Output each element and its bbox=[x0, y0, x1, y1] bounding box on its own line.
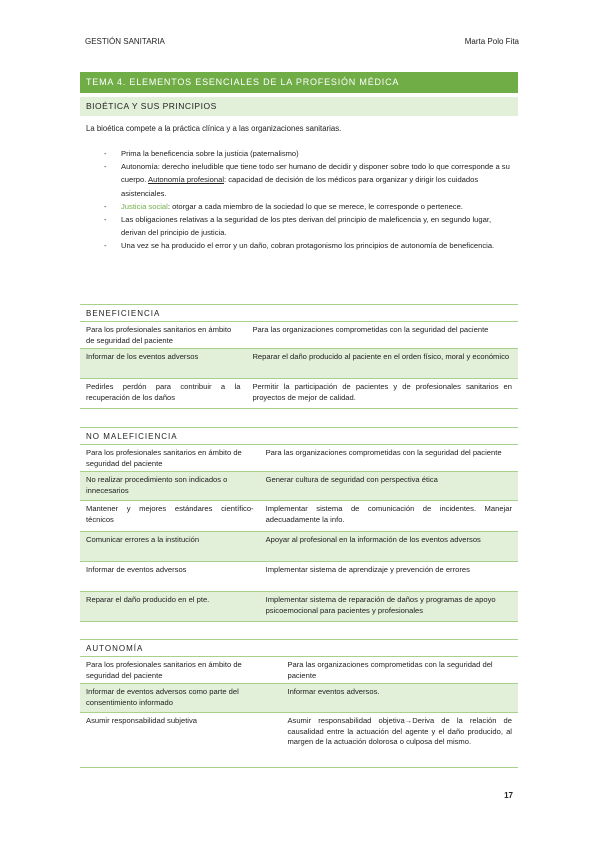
column-header: Para las organizaciones comprometidas con la seguridad del paciente bbox=[246, 322, 518, 349]
table-row bbox=[80, 713, 518, 768]
table-cell: Mantener y mejores estándares científico-técnicos bbox=[80, 501, 260, 532]
beneficencia-section bbox=[80, 304, 518, 409]
column-header: Para los profesionales sanitarios en ámbito de seguridad del paciente bbox=[80, 657, 281, 684]
table-cell: Reparar el daño producido al paciente en el orden físico, moral y económico bbox=[246, 349, 518, 379]
header-right: Marta Polo Fita bbox=[464, 37, 519, 46]
section-heading: BENEFICIENCIA bbox=[80, 305, 518, 322]
table-cell: Informar de los eventos adversos bbox=[80, 349, 246, 379]
table-cell: Asumir responsabilidad subjetiva bbox=[80, 713, 281, 768]
table-header-row bbox=[80, 657, 518, 684]
highlighted-term: Justicia social bbox=[121, 201, 168, 211]
table-cell: Permitir la participación de pacientes y de profesionales sanitarios en proyectos de mejor de calidad. bbox=[246, 379, 518, 409]
table-cell: Informar de eventos adversos bbox=[80, 562, 260, 592]
table-header-row bbox=[80, 322, 518, 349]
table-row bbox=[80, 379, 518, 409]
nomaleficencia-table bbox=[80, 445, 518, 622]
table-row bbox=[80, 532, 518, 562]
section-heading: NO MALEFICIENCIA bbox=[80, 428, 518, 445]
section-title: BIOÉTICA Y SUS PRINCIPIOS bbox=[80, 97, 518, 116]
autonomia-section bbox=[80, 639, 518, 768]
column-header: Para las organizaciones comprometidas con la seguridad del paciente bbox=[281, 657, 518, 684]
bullet-text: Prima la beneficencia sobre la justicia (paternalismo) bbox=[121, 149, 299, 158]
list-item bbox=[96, 213, 516, 239]
list-item bbox=[96, 160, 516, 200]
column-header: Para los profesionales sanitarios en ámbito de seguridad del paciente bbox=[80, 445, 260, 472]
list-item bbox=[96, 239, 516, 252]
underlined-term: Autonomía profesional bbox=[148, 175, 225, 185]
column-header: Para los profesionales sanitarios en ámbito de seguridad del paciente bbox=[80, 322, 246, 349]
table-cell: Comunicar errores a la institución bbox=[80, 532, 260, 562]
table-row bbox=[80, 592, 518, 622]
table-cell: Reparar el daño producido en el pte. bbox=[80, 592, 260, 622]
bullet-text: Una vez se ha producido el error y un daño, cobran protagonismo los principios de autonomía de beneficencia. bbox=[121, 241, 495, 251]
table-row bbox=[80, 501, 518, 532]
table-cell: Apoyar al profesional en la información de los eventos adversos bbox=[260, 532, 518, 562]
header-left: GESTIÓN SANITARIA bbox=[85, 37, 165, 46]
autonomia-table bbox=[80, 657, 518, 768]
bullet-text: : capacidad de decisión de los médicos para organizar y dirigir los cuidados asistenciales. bbox=[121, 175, 479, 198]
intro-text: La bioética compete a la práctica clínica y a las organizaciones sanitarias. bbox=[86, 124, 342, 133]
table-row bbox=[80, 684, 518, 713]
bullet-text: Las obligaciones relativas a la seguridad de los ptes derivan del principio de maleficencia y, en segundo lugar, derivan del principio de justicia. bbox=[121, 215, 492, 238]
bullet-list bbox=[96, 147, 516, 253]
table-cell: No realizar procedimiento son indicados o innecesarios bbox=[80, 472, 260, 501]
beneficencia-table bbox=[80, 322, 518, 409]
list-item bbox=[96, 200, 516, 213]
column-header: Para las organizaciones comprometidas con la seguridad del paciente bbox=[260, 445, 518, 472]
table-header-row bbox=[80, 445, 518, 472]
table-cell: Informar de eventos adversos como parte del consentimiento informado bbox=[80, 684, 281, 713]
table-row bbox=[80, 472, 518, 501]
list-item bbox=[96, 147, 516, 160]
table-cell: Implementar sistema de reparación de daños y programas de apoyo psicoemocional para pacientes y profesionales bbox=[260, 592, 518, 622]
table-cell: Generar cultura de seguridad con perspectiva ética bbox=[260, 472, 518, 501]
section-heading: AUTONOMÍA bbox=[80, 640, 518, 657]
table-cell: Informar eventos adversos. bbox=[281, 684, 518, 713]
chapter-title: TEMA 4. ELEMENTOS ESENCIALES DE LA PROFESIÓN MÉDICA bbox=[80, 72, 518, 93]
table-cell: Implementar sistema de aprendizaje y prevención de errores bbox=[260, 562, 518, 592]
page-number: 17 bbox=[504, 791, 513, 800]
table-row bbox=[80, 349, 518, 379]
nomaleficencia-section bbox=[80, 427, 518, 622]
table-row bbox=[80, 562, 518, 592]
bullet-text: Autonomía: derecho ineludible que tiene todo ser humano de decidir y disponer sobre todo lo que corresponde a su cuerpo. bbox=[121, 162, 510, 185]
table-cell: Implementar sistema de comunicación de incidentes. Manejar adecuadamente la info. bbox=[260, 501, 518, 532]
bullet-text: : otorgar a cada miembro de la sociedad lo que se merece, le corresponde o pertenece. bbox=[167, 201, 463, 211]
table-cell: Asumir responsabilidad objetiva→Deriva de la relación de causalidad entre la actuación del agente y el daño producido, al margen de la actuación dolorosa o culposa del mismo. bbox=[281, 713, 518, 768]
page-header bbox=[85, 37, 519, 46]
table-cell: Pedirles perdón para contribuir a la recuperación de los daños bbox=[80, 379, 246, 409]
